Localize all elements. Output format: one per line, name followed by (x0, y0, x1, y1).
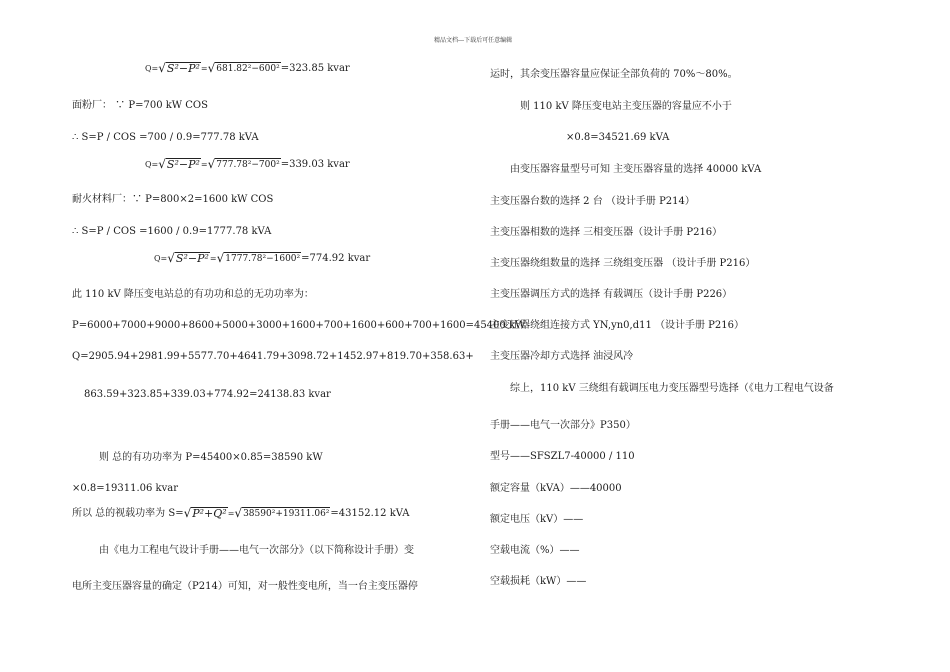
right-line-10: 主变压器冷却方式选择 油浸风冷 (490, 351, 634, 362)
formula-q-flour: Q= √ S²−P² = √ 777.78²−700² =339.03 kvar (145, 157, 350, 171)
active-power-line: 则 总的有功功率为 P=45400×0.85=38590 kW (99, 452, 323, 463)
flour-mill-s-line: ∴ S=P / COS =700 / 0.9=777.78 kVA (72, 132, 259, 143)
radical-s2-p2: √ S²−P² (167, 251, 209, 265)
right-line-6: 主变压器相数的选择 三相变压器（设计手册 P216） (490, 227, 723, 238)
page-header: 精品文档---下载后可任意编辑 (434, 37, 513, 44)
right-line-16: 空载电流（%）—— (490, 545, 580, 556)
right-line-1: 运时，其余变压器容量应保证全部负荷的 70%～80%。 (490, 69, 738, 80)
radical-values: √ 38590²+19311.06² (234, 506, 330, 520)
right-line-14: 额定容量（kVA）——40000 (490, 483, 622, 494)
formula-q-flour-prev: Q= √ S²−P² = √ 681.82²−600² =323.85 kvar (145, 61, 350, 75)
radical-values: √ 1777.78²−1600² (216, 251, 301, 265)
reactive-power-line: ×0.8=19311.06 kvar (72, 483, 179, 494)
right-line-4: 由变压器容量型号可知 主变压器容量的选择 40000 kVA (510, 164, 762, 175)
total-power-heading: 此 110 kV 降压变电站总的有功功和总的无功功率为： (72, 289, 314, 300)
right-line-7: 主变压器绕组数量的选择 三绕组变压器 （设计手册 P216） (490, 258, 756, 269)
right-line-3: ×0.8=34521.69 kVA (566, 132, 670, 143)
right-line-5: 主变压器台数的选择 2 台 （设计手册 P214） (490, 196, 695, 207)
refractory-line: 耐火材料厂：∵ P=800×2=1600 kW COS (72, 194, 274, 205)
right-line-13: 型号——SFSZL7-40000 / 110 (490, 451, 635, 462)
right-line-2: 则 110 kV 降压变电站主变压器的容量应不小于 (520, 101, 732, 112)
total-p-line: P=6000+7000+9000+8600+5000+3000+1600+700+1600+600+700+1600=45400 kW (72, 320, 526, 331)
right-line-17: 空载损耗（kW）—— (490, 576, 587, 587)
radical-s2-p2: √ S²−P² (158, 157, 200, 171)
reference-paragraph-line2: 电所主变压器容量的确定（P214）可知，对一般性变电所，当一台主变压器停 (72, 581, 418, 592)
right-line-9: 主变压器绕组连接方式 YN,yn0,d11 （设计手册 P216） (490, 320, 744, 331)
formula-apparent-power: 所以 总的视载功率为 S= √ P²+Q² = √ 38590²+19311.06² =43152.12 kVA (72, 506, 410, 520)
right-line-8: 主变压器调压方式的选择 有载调压（设计手册 P226） (490, 289, 733, 300)
formula-q-refractory: Q= √ S²−P² = √ 1777.78²−1600² =774.92 kvar (154, 251, 371, 265)
right-line-12: 手册——电气一次部分》P350） (490, 420, 636, 431)
refractory-s-line: ∴ S=P / COS =1600 / 0.9=1777.78 kVA (72, 226, 272, 237)
radical-values: √ 681.82²−600² (207, 61, 280, 75)
radical-s2-p2: √ S²−P² (158, 61, 200, 75)
reference-paragraph-line1: 由《电力工程电气设计手册——电气一次部分》（以下简称设计手册）变 (99, 545, 414, 556)
total-q-line: Q=2905.94+2981.99+5577.70+4641.79+3098.72+1452.97+819.70+358.63+ (72, 351, 474, 362)
radical-p2-q2: √ P²+Q² (183, 506, 227, 520)
right-line-11: 综上，110 kV 三绕组有载调压电力变压器型号选择（《电力工程电气设备 (510, 383, 834, 394)
radical-values: √ 777.78²−700² (207, 157, 280, 171)
right-line-15: 额定电压（kV）—— (490, 514, 584, 525)
flour-mill-line: 面粉厂： ∵ P=700 kW COS (72, 100, 208, 111)
total-q-line-cont: 863.59+323.85+339.03+774.92=24138.83 kvar (84, 389, 331, 400)
